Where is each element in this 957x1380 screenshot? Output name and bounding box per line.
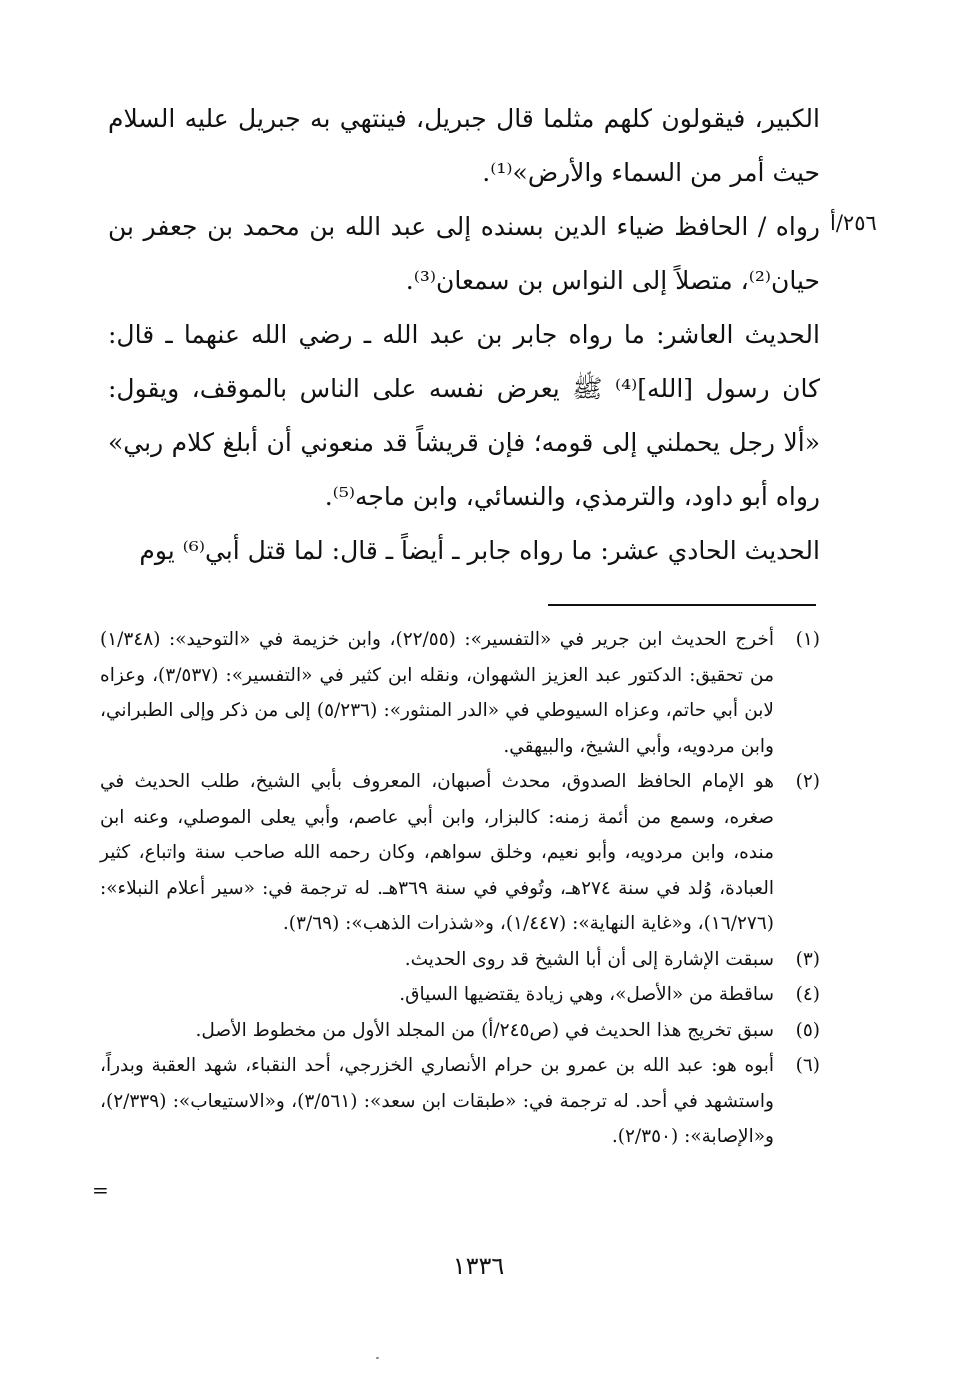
footnotes: [100, 622, 820, 1155]
manuscript-folio-note: ٢٥٦/أ: [830, 211, 877, 235]
main-text: [108, 92, 820, 578]
paragraph: رواه / الحافظ ضياء الدين بسنده إلى عبد الله بن محمد بن جعفر بن حيان⁽²⁾، متصلاً إلى النواس بن سمعان⁽³⁾.: [108, 212, 821, 295]
paragraph: الكبير، فيقولون كلهم مثلما قال جبريل، فينتهي به جبريل عليه السلام حيث أمر من السماء والأرض»⁽¹⁾.: [108, 104, 820, 187]
footnote-number: (١): [795, 629, 820, 650]
footnote-item: [100, 942, 820, 978]
page-number: ١٣٣٦: [452, 1252, 505, 1280]
footnote-separator: [548, 604, 816, 606]
footnote-text: سبقت الإشارة إلى أن أبا الشيخ قد روى الحديث.: [404, 948, 774, 970]
footnote-text: هو الإمام الحافظ الصدوق، محدث أصبهان، المعروف بأبي الشيخ، طلب الحديث في صغره، وسمع من أئمة زمنه: كالبزار، وابن أبي عاصم، وأبي يعلى الموصلي، وعنه ابن منده، وابن مردويه، وأبو نعيم، وخلق سواهم، وكان رحمه الله صاحب سنة واتباع، كثير العبادة، وُلد في سنة ٢٧٤هـ، وتُوفي في سنة ٣٦٩هـ. له ترجمة في: «سير أعلام النبلاء»: (١٦/٢٧٦)، و«غاية النهاية»: (١/٤٤٧)، و«شذرات الذهب»: (٣/٦٩).: [100, 771, 774, 934]
footnote-item: [100, 622, 820, 764]
footnote-number: (٢): [795, 771, 820, 792]
footnote-number: (٣): [795, 948, 820, 970]
footnote-item: [100, 977, 820, 1013]
footnote-item: [100, 1048, 820, 1155]
footnote-number: (٥): [795, 1019, 820, 1041]
paragraph: الحديث العاشر: ما رواه جابر بن عبد الله ـ رضي الله عنهما ـ قال: كان رسول [الله]⁽⁴⁾ ﷺ يعرض نفسه على الناس بالموقف، ويقول: «ألا رجل يحملني إلى قومه؛ فإن قريشاً قد منعوني أن أبلغ كلام ربي» رواه أبو داود، والترمذي، والنسائي، وابن ماجه⁽⁵⁾.: [108, 320, 820, 511]
footnote-text: سبق تخريج هذا الحديث في (ص٢٤٥/أ) من المجلد الأول من مخطوط الأصل.: [195, 1019, 774, 1041]
footnote-item: [100, 1013, 820, 1049]
continuation-mark: =: [92, 1178, 109, 1202]
footnote-text: أخرج الحديث ابن جرير في «التفسير»: (٢٢/٥٥)، وابن خزيمة في «التوحيد»: (١/٣٤٨) من تحقيق: الدكتور عبد العزيز الشهوان، ونقله ابن كثير في «التفسير»: (٣/٥٣٧)، وعزاه لابن أبي حاتم، وعزاه السيوطي في «الدر المنثور»: (٥/٢٣٦) إلى من ذكر وإلى الطبراني، وابن مردويه، وأبي الشيخ، والبيهقي.: [100, 629, 774, 757]
footnote-item: [100, 764, 820, 942]
footnote-text: أبوه هو: عبد الله بن عمرو بن حرام الأنصاري الخزرجي، أحد النقباء، شهد العقبة وبدراً، واستشهد في أحد. له ترجمة في: «طبقات ابن سعد»: (٣/٥٦١)، و«الاستيعاب»: (٢/٣٣٩)، و«الإصابة»: (٢/٣٥٠).: [100, 1055, 774, 1147]
paragraph: الحديث الحادي عشر: ما رواه جابر ـ أيضاً ـ قال: لما قتل أبي⁽⁶⁾ يوم: [139, 536, 820, 565]
footnote-number: (٦): [795, 1055, 820, 1076]
footnote-text: ساقطة من «الأصل»، وهي زيادة يقتضيها السياق.: [399, 984, 774, 1005]
scan-speck: [376, 1357, 379, 1359]
footnote-number: (٤): [795, 984, 820, 1005]
